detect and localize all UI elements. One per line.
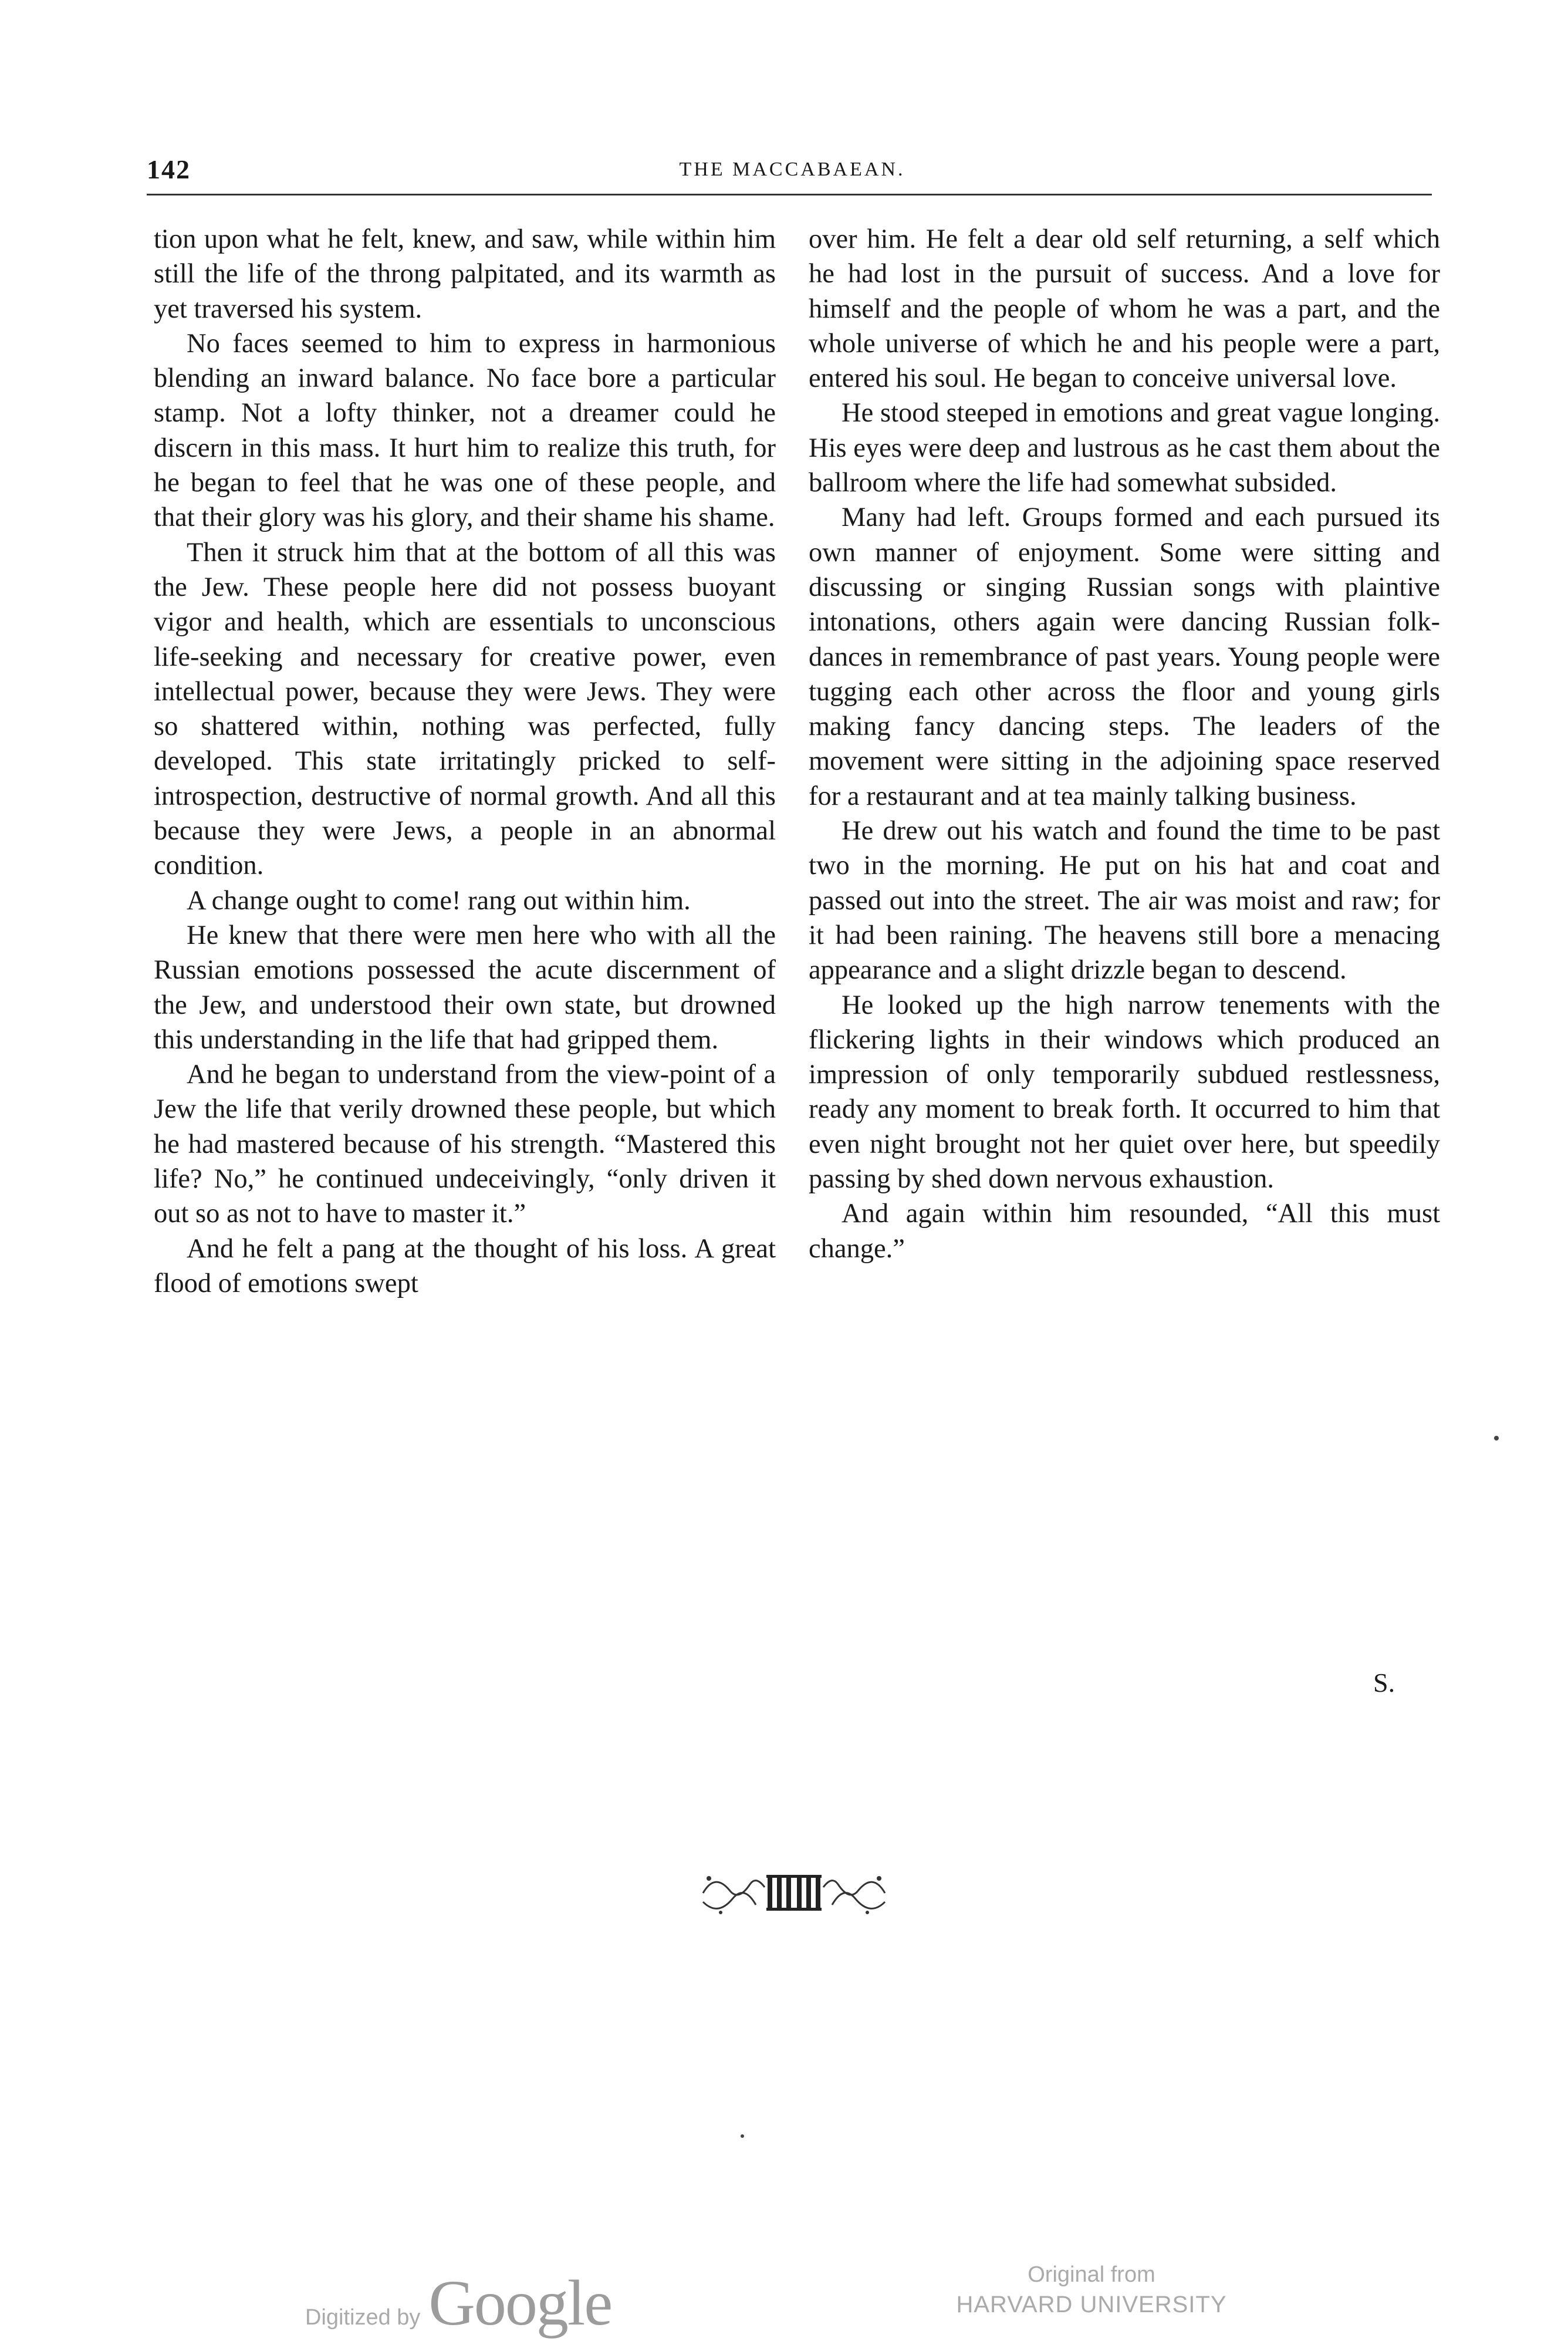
scan-speck (741, 2134, 744, 2138)
header-rule (147, 194, 1432, 195)
page-header (147, 154, 1438, 189)
paragraph: He stood steeped in emotions and great vague longing. His eyes were deep and lustrous as he cast them about the ballroom where the life had somewhat subsided. (809, 398, 1440, 498)
author-signature: S. (1373, 1668, 1395, 1698)
google-logo: Google (428, 2267, 612, 2339)
right-column (809, 222, 1440, 1266)
paragraph: And he began to understand from the view-point of a Jew the life that verily drowned these people, but which he had mastered because of his strength. “Mastered this life? No,” he continued undeceivingly, “only driven it out so as not to have to master it.” (154, 1060, 776, 1229)
left-column (154, 222, 776, 1301)
paragraph: over him. He felt a dear old self returning, a self which he had lost in the pursuit of success. And a love for himself and the people of whom he was a part, and the whole universe of which he and his people were a part, entered his soul. He began to conceive universal love. (809, 224, 1440, 394)
scan-speck (1494, 1436, 1499, 1440)
page-number: 142 (147, 154, 191, 184)
running-head: THE MACCABAEAN. (679, 158, 905, 180)
paragraph: Then it struck him that at the bottom of all this was the Jew. These people here did not possess buoyant vigor and health, which are essentials to unconscious life-seeking and necessary for creative power, even intellectual power, because they were Jews. They were so shattered within, nothing was perfected, fully developed. This state irritatingly pricked to self-introspection, destructive of normal growth. And all this because they were Jews, a people in an abnormal condition. (154, 537, 776, 881)
digitized-by-label: Digitized by (305, 2305, 421, 2330)
paragraph: And he felt a pang at the thought of his loss. A great flood of emotions swept (154, 1233, 776, 1298)
paragraph: No faces seemed to him to express in harmonious blending an inward balance. No face bore a particular stamp. Not a lofty thinker, not a dreamer could he discern in this mass. It hurt him to realize this truth, for he began to feel that he was one of these people, and that their glory was his glory, and their shame his shame. (154, 328, 776, 533)
original-source-watermark (951, 2260, 1232, 2320)
paragraph: He drew out his watch and found the time to be past two in the morning. He put on his hat and coat and passed out into the street. The air was moist and raw; for it had been raining. The heavens still bore a menacing appearance and a slight drizzle began to descend. (809, 816, 1440, 986)
paragraph: And again within him resounded, “All this must change.” (809, 1199, 1440, 1264)
digitized-by-watermark (305, 2266, 611, 2340)
institution-label: HARVARD UNIVERSITY (956, 2292, 1227, 2317)
paragraph: He looked up the high narrow tenements with the flickering lights in their windows which produced an impression of only temporarily subdued restlessness, ready any moment to break forth. It occurred to him that even night brought not her quiet over here, but speedily passing by shed down nervous exhaustion. (809, 990, 1440, 1195)
decorative-ornament-icon (697, 1867, 891, 1919)
paragraph: A change ought to come! rang out within him. (187, 885, 691, 916)
paragraph: He knew that there were men here who with all the Russian emotions possessed the acute discernment of the Jew, and understood their own state, but drowned this understanding in the life that had gripped them. (154, 920, 776, 1055)
paragraph: Many had left. Groups formed and each pursued its own manner of enjoyment. Some were sitting and discussing or singing Russian songs with plaintive intonations, others again were dancing Russian folk-dances in remembrance of past years. Young people were tugging each other across the floor and young girls making fancy dancing steps. The leaders of the movement were sitting in the adjoining space reserved for a restaurant and at tea mainly talking business. (809, 502, 1440, 811)
original-from-label: Original from (1028, 2262, 1155, 2287)
paragraph: tion upon what he felt, knew, and saw, while within him still the life of the throng palpitated, and its warmth as yet traversed his system. (154, 224, 776, 324)
